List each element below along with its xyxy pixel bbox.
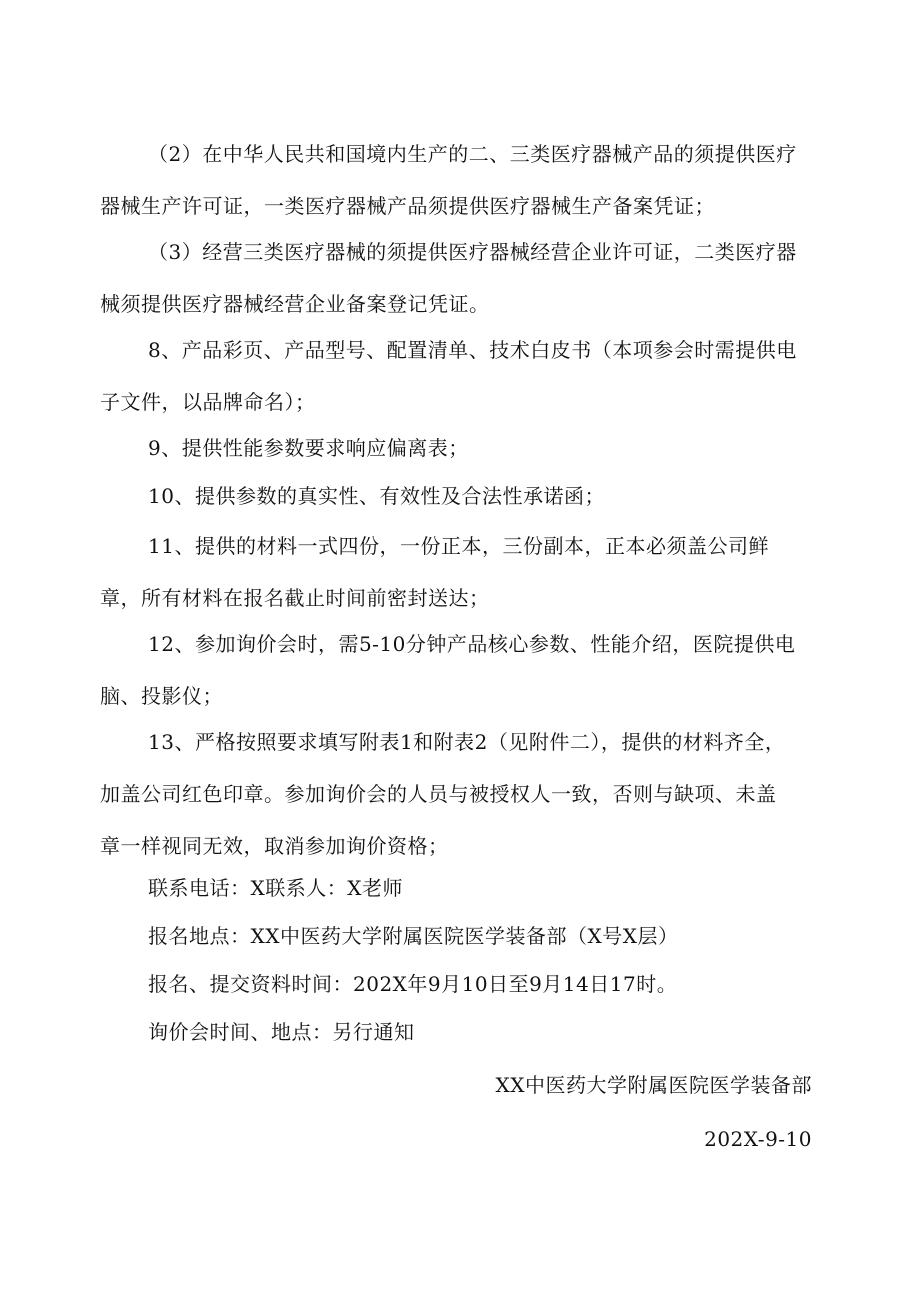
item-9-line-1: 9、提供性能参数要求响应偏离表； <box>148 436 469 460</box>
item-8-line-1: 8、产品彩页、产品型号、配置清单、技术白皮书（本项参会时需提供电 <box>148 338 797 362</box>
contact-line <box>100 862 832 914</box>
item-3-paragraph <box>100 226 832 330</box>
item-9-paragraph <box>100 422 832 474</box>
item-11-paragraph <box>100 520 832 624</box>
signature-org: XX中医药大学附属医院医学装备部 <box>495 1073 812 1097</box>
meeting-text: 询价会时间、地点：另行通知 <box>148 1020 415 1044</box>
meeting-line <box>100 1006 832 1058</box>
contact-text: 联系电话：X联系人：X老师 <box>148 876 403 900</box>
item-3-line-1: （3）经营三类医疗器械的须提供医疗器械经营企业许可证，二类医疗器 <box>148 240 797 264</box>
item-8-line-2: 子文件，以品牌命名）； <box>100 390 316 414</box>
item-8-paragraph <box>100 324 832 428</box>
item-12-line-1: 12、参加询价会时，需5-10分钟产品核心参数、性能介绍，医院提供电 <box>148 632 796 656</box>
item-13-line-2: 加盖公司红色印章。参加询价会的人员与被授权人一致，否则与缺项、未盖 <box>100 782 777 806</box>
item-12-line-2: 脑、投影仪； <box>100 684 223 708</box>
item-2-line-1: （2）在中华人民共和国境内生产的二、三类医疗器械产品的须提供医疗 <box>148 142 797 166</box>
item-12-paragraph <box>100 618 832 722</box>
item-11-line-2: 章，所有材料在报名截止时间前密封送达； <box>100 586 490 610</box>
item-13-paragraph <box>100 716 832 872</box>
item-13-line-1: 13、严格按照要求填写附表1和附表2（见附件二），提供的材料齐全， <box>148 730 786 754</box>
submission-time-text: 报名、提交资料时间：202X年9月10日至9月14日17时。 <box>148 972 678 996</box>
location-line <box>100 910 832 962</box>
item-3-line-2: 械须提供医疗器械经营企业备案登记凭证。 <box>100 292 490 316</box>
signature-date: 202X-9-10 <box>704 1127 812 1151</box>
item-10-line-1: 10、提供参数的真实性、有效性及合法性承诺函； <box>148 484 605 508</box>
item-11-line-1: 11、提供的材料一式四份，一份正本，三份副本，正本必须盖公司鲜 <box>148 534 769 558</box>
item-2-line-2: 器械生产许可证，一类医疗器械产品须提供医疗器械生产备案凭证； <box>100 194 715 218</box>
item-10-paragraph <box>100 470 832 522</box>
item-13-line-3: 章一样视同无效，取消参加询价资格； <box>100 834 449 858</box>
submission-time-line <box>100 958 832 1010</box>
item-2-paragraph <box>100 128 832 232</box>
location-text: 报名地点：XX中医药大学附属医院医学装备部（X号X层） <box>148 924 679 948</box>
